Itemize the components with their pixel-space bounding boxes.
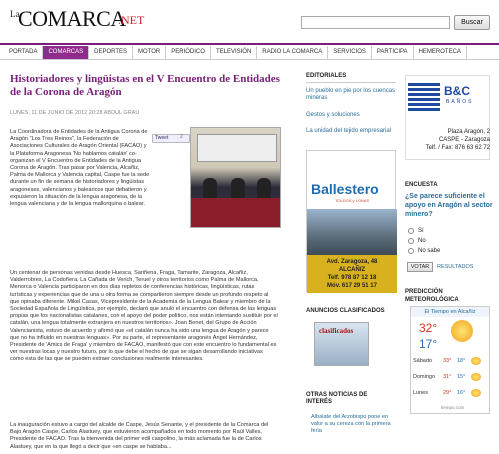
poll-question: ¿Se parece suficiente el apoyo en Aragón al sector minero? xyxy=(405,193,493,218)
ad-line: ALCAÑIZ xyxy=(338,267,366,273)
sun-icon xyxy=(471,389,481,397)
nav-radio[interactable]: RADIO LA COMARCA xyxy=(257,46,328,59)
nav-motor[interactable]: MOTOR xyxy=(133,46,166,59)
radio-icon[interactable] xyxy=(408,248,414,254)
forecast-day: Domingo xyxy=(413,374,436,380)
editoriales-heading: EDITORIALES xyxy=(306,73,347,79)
ad-subtitle: BAÑOS xyxy=(446,99,474,105)
nav-servicios[interactable]: SERVICIOS xyxy=(328,46,372,59)
divider xyxy=(306,82,396,83)
ad-address xyxy=(408,128,490,152)
otras-noticias-heading: OTRAS NOTICIAS DE INTERÉS xyxy=(306,392,368,405)
weather-widget[interactable] xyxy=(410,306,490,414)
editorial-link[interactable]: Un pueblo en pie por los cuencas mineras xyxy=(306,88,396,101)
photo-banner xyxy=(197,134,277,162)
option-label: No sabe xyxy=(418,248,441,254)
search-button[interactable]: Buscar xyxy=(454,15,490,30)
forecast-high: 31° xyxy=(443,374,452,380)
weather-heading: PREDICCIÓN METEOROLÓGICA xyxy=(405,289,459,303)
editorial-link[interactable]: La unidad del tejido empresarial xyxy=(306,128,392,134)
ad-line: Telf. / Fax: 876 63 62 72 xyxy=(425,145,490,151)
forecast-row xyxy=(413,389,489,397)
nav-comarcas[interactable]: COMARCAS xyxy=(43,46,89,59)
ad-line: Plaza Aragón, 2 xyxy=(447,129,490,135)
search-input[interactable] xyxy=(301,16,450,29)
article-paragraph-2: Un centenar de personas venidas desde Huesca, Sariñena, Fraga, Tamarite, Zaragoza, Alcañiz, Valderrobres, La Codoñera, La Cañada de Verich, Teruel y otros territorios como Palma de Mallorca, Menorca o Valencia participaron en dos días repletos de conferencias históricas, lingüísticas, rutas turísticas y experiencias que de una u otra forma se compartieron siempre desde un profundo respeto al que opinaba diferente. Mikel Casas, Vicepresidente de la Academia de la Lengua Balear y miembro de la Sociedad Española de Lingüística, por ejemplo, declaró que anuló el encuentro con defensa de las lenguas propias que los nacionalistas catalanes, con el apoyo del poder político, nos están intentando sustituir por el catalán, una lengua totalmente extranjera en nuestros territorios». Joan Benet, del Grupo de Acción Valencianista, estuvo de acuerdo y afirmó que «el catalán nunca ha sido una lengua de Aragón y parece que no ha influido en nuestras lenguas». Por su parte, el representante aragonés Ángel Hernández, Presidente de 'Amics de Fraga' y miembro de FACAO, manifestó que con este encuentro lo fundamental es ver nuestras locas y nuestro futuro, por lo que debe el hecho de que se sigan desarrollando iniciativas como esta de las que se pueden extraer conclusiones realmente interesantes. xyxy=(10,270,278,363)
editorial-link[interactable]: Gestos y soluciones xyxy=(306,112,360,118)
temp-max: 32° xyxy=(419,321,438,335)
forecast-day: Sábado xyxy=(413,358,432,364)
photo-table xyxy=(191,198,281,228)
forecast-low: 18° xyxy=(457,358,466,364)
option-label: Sí xyxy=(418,228,424,234)
nav-periodico[interactable]: PERIÓDICO xyxy=(166,46,211,59)
clasificados-image[interactable] xyxy=(314,322,369,366)
nav-portada[interactable]: PORTADA xyxy=(4,46,43,59)
ad-line: CASPE - Zaragoza xyxy=(438,137,490,143)
temp-min: 17° xyxy=(419,337,438,351)
sun-icon xyxy=(471,357,481,365)
ad-brand: Ballestero xyxy=(311,181,379,197)
logo-prefix[interactable]: La xyxy=(10,9,20,19)
article-paragraph-1: La Coordinadora de Entidades de la Antigua Corona de Aragón "Los Tres Reinos", la Federación de Asociaciones Culturales de Aragón Oriental (FACAO) y la Plataforma Aragonesa 'No hablamos catalán' co-organizan el V Encuentro de Entidades de la Antigua Corona de Aragón. Tras pasar por Valencia, Alcañiz, Palma de Mallorca y Valencia capital, Caspe fue la sede durante un fin de semana de historiadores y lingüistas aragoneses, valencianos y baleáricos que debatieron y expusieron la situación de la lengua aragonesa, de la lengua valenciana y de la lengua mallorquina o balear. xyxy=(10,129,150,208)
ad-subtitle: TOLDOS y LONAS xyxy=(335,198,370,203)
radio-icon[interactable] xyxy=(408,238,414,244)
forecast-high: 33° xyxy=(443,358,452,364)
clasificados-image-text: clasificados xyxy=(319,327,354,335)
option-label: No xyxy=(418,238,426,244)
weather-credit[interactable]: tiempo.com xyxy=(441,405,465,410)
tweet-label: Tweet xyxy=(155,135,169,141)
weather-title: El Tiempo en Alcañiz xyxy=(411,307,489,317)
results-link[interactable]: RESULTADOS xyxy=(437,264,474,270)
vote-button[interactable]: VOTAR xyxy=(407,262,433,272)
sun-icon xyxy=(471,373,481,381)
photo-person xyxy=(231,178,245,200)
poll-option[interactable] xyxy=(408,238,426,244)
poll-option[interactable] xyxy=(408,248,440,254)
forecast-high: 29° xyxy=(443,390,452,396)
nav-deportes[interactable]: DEPORTES xyxy=(89,46,133,59)
ad-image xyxy=(307,209,397,255)
main-nav xyxy=(0,43,499,60)
nav-participa[interactable]: PARTICIPA xyxy=(372,46,414,59)
article-title: Historiadores y lingüistas en el V Encuentro de Entidades de la Corona de Aragón xyxy=(10,73,280,98)
ad-line: Telf. 978 87 12 18 xyxy=(327,275,377,281)
news-link[interactable]: Albalate del Arzobispo pone en valor a su cereza con la primera feria xyxy=(311,414,391,434)
encuesta-heading: ENCUESTA xyxy=(405,182,438,188)
site-logo[interactable]: COMARCA xyxy=(18,6,126,31)
tweet-count: 2 xyxy=(180,134,183,140)
poll-option[interactable] xyxy=(408,228,424,234)
ballestero-ad[interactable] xyxy=(306,150,396,292)
ad-line: Avd. Zaragoza, 48 xyxy=(326,259,378,265)
forecast-row xyxy=(413,357,489,365)
photo-person xyxy=(257,178,271,200)
article-date: LUNES, 11 DE JUNIO DE 2012 20:28 ABDUL GRAU xyxy=(10,110,140,116)
forecast-row xyxy=(413,373,489,381)
tweet-button[interactable] xyxy=(152,134,190,143)
article-photo xyxy=(190,127,281,228)
article-paragraph-3: La inauguración estuvo a cargo del alcalde de Caspe, Jesús Senante, y el presidente de la Comarca del Bajo Aragón Caspe, Carlos Alastuey, que estuvieron acompañados en todo momento por Raúl Valles, Presidente de FACAO. Tras la bienvenida del primer edil caspolino, la más aclamada fue la de Carlos Alastuey, que en la que llegó a decir que «en caspe se hablaba... xyxy=(10,422,269,450)
bc-banos-ad[interactable] xyxy=(405,75,490,160)
radio-icon[interactable] xyxy=(408,228,414,234)
sun-icon xyxy=(451,320,473,342)
forecast-low: 15° xyxy=(457,374,466,380)
ad-brand: B&C xyxy=(444,84,470,98)
nav-hemeroteca[interactable]: HEMEROTECA xyxy=(414,46,467,59)
clasificados-heading: ANUNCIOS CLASIFICADOS xyxy=(306,308,385,314)
forecast-day: Lunes xyxy=(413,390,428,396)
forecast-low: 16° xyxy=(457,390,466,396)
nav-television[interactable]: TELEVISIÓN xyxy=(211,46,257,59)
bc-logo-icon xyxy=(408,83,440,111)
logo-suffix[interactable]: .NET xyxy=(118,13,145,27)
ad-info xyxy=(307,255,397,293)
ad-line: Móv. 617 29 51 17 xyxy=(327,283,377,289)
photo-person xyxy=(203,178,217,200)
